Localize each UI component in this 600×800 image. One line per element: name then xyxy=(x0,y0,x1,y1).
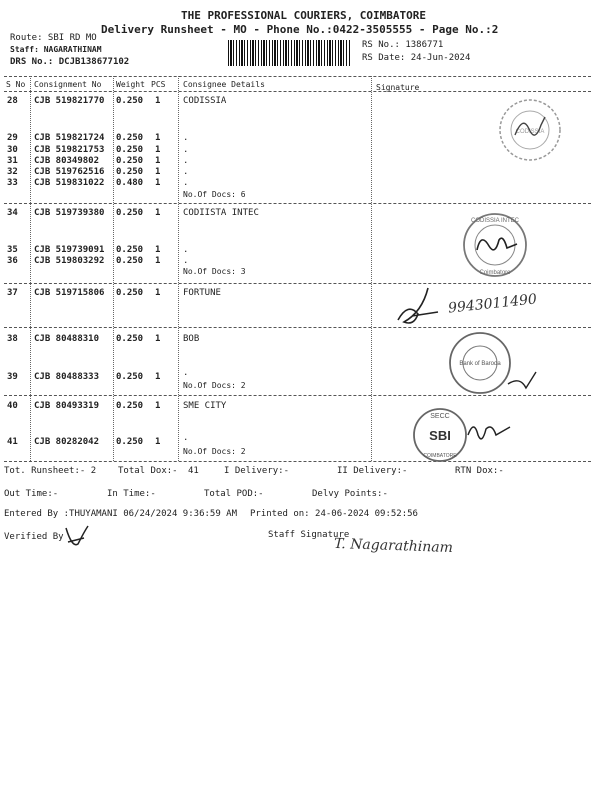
row-pcs: 1 xyxy=(155,208,161,218)
row-weight: 0.250 xyxy=(116,372,144,382)
row-weight: 0.250 xyxy=(116,167,144,177)
row-consignee: . xyxy=(183,433,189,443)
row-weight: 0.250 xyxy=(116,401,144,411)
row-weight: 0.250 xyxy=(116,334,144,344)
row-consignment: CJB 80349802 xyxy=(34,156,100,166)
row-sno: 36 xyxy=(7,256,18,266)
total-dox-value: 41 xyxy=(188,466,199,476)
docs-count: No.Of Docs: 2 xyxy=(183,447,246,456)
row-consignee: BOB xyxy=(183,334,200,344)
row-weight: 0.250 xyxy=(116,288,144,298)
rs-date: RS Date: 24-Jun-2024 xyxy=(362,53,471,63)
row-pcs: 1 xyxy=(155,156,161,166)
company-title: THE PROFESSIONAL COURIERS, COIMBATORE xyxy=(181,9,427,22)
row-pcs: 1 xyxy=(155,401,161,411)
stamp-text: COIMBATORE xyxy=(423,453,457,459)
row-pcs: 1 xyxy=(155,133,161,143)
row-weight: 0.250 xyxy=(116,208,144,218)
verified-by-label: Verified By xyxy=(4,532,64,542)
i-delivery-label: I Delivery:- xyxy=(224,466,290,476)
row-pcs: 1 xyxy=(155,96,161,106)
row-pcs: 1 xyxy=(155,288,161,298)
row-sno: 32 xyxy=(7,167,18,177)
row-consignment: CJB 519762516 xyxy=(34,167,105,177)
drs-label: DRS No.: DCJB138677102 xyxy=(10,57,130,67)
row-consignment: CJB 519831022 xyxy=(34,178,105,188)
row-sno: 34 xyxy=(7,208,18,218)
in-time-label: In Time:- xyxy=(107,489,156,499)
row-pcs: 1 xyxy=(155,372,161,382)
stamp-text: SECC xyxy=(430,413,450,420)
row-pcs: 1 xyxy=(155,256,161,266)
row-consignee: CODISSIA xyxy=(183,96,227,106)
row-weight: 0.250 xyxy=(116,437,144,447)
col-header-pcs: PCS xyxy=(151,80,166,89)
row-pcs: 1 xyxy=(155,437,161,447)
col-header-consignee: Consignee Details xyxy=(183,80,265,89)
row-sno: 29 xyxy=(7,133,18,143)
barcode-image xyxy=(228,40,350,66)
row-weight: 0.480 xyxy=(116,178,144,188)
row-consignee: . xyxy=(183,245,189,255)
docs-count: No.Of Docs: 6 xyxy=(183,190,246,199)
row-weight: 0.250 xyxy=(116,96,144,106)
row-consignee: . xyxy=(183,256,189,266)
total-dox-label: Total Dox:- xyxy=(118,466,178,476)
row-sno: 39 xyxy=(7,372,18,382)
receiver-signature-1 xyxy=(485,95,575,165)
row-consignment: CJB 80488333 xyxy=(34,372,100,382)
sbi-stamp xyxy=(410,405,530,465)
row-sno: 35 xyxy=(7,245,18,255)
row-sno: 38 xyxy=(7,334,18,344)
row-weight: 0.250 xyxy=(116,156,144,166)
stamp-text: SBI xyxy=(429,428,451,443)
row-consignment: CJB 80493319 xyxy=(34,401,100,411)
docs-count: No.Of Docs: 3 xyxy=(183,267,246,276)
row-consignee: . xyxy=(183,145,189,155)
row-sno: 37 xyxy=(7,288,18,298)
printed-on: Printed on: 24-06-2024 09:52:56 xyxy=(250,509,418,519)
stamp-text: Bank of Baroda xyxy=(459,361,501,367)
entered-by: Entered By :THUYAMANI 06/24/2024 9:36:59 AM xyxy=(4,509,237,519)
row-pcs: 1 xyxy=(155,334,161,344)
row-sno: 41 xyxy=(7,437,18,447)
col-divider xyxy=(113,76,114,461)
row-consignee: FORTUNE xyxy=(183,288,221,298)
stamp-text: Coimbatore xyxy=(479,270,511,276)
row-sno: 30 xyxy=(7,145,18,155)
col-divider xyxy=(178,76,179,461)
table-top-rule xyxy=(4,76,591,77)
bank-stamp xyxy=(440,328,540,398)
docs-count: No.Of Docs: 2 xyxy=(183,381,246,390)
route-label: Route: SBI RD MO xyxy=(10,33,97,43)
table-header-rule xyxy=(4,91,591,92)
row-consignment: CJB 519803292 xyxy=(34,256,105,266)
row-consignment: CJB 80282042 xyxy=(34,437,100,447)
col-divider xyxy=(30,76,31,461)
row-consignee: . xyxy=(183,156,189,166)
handwritten-phone: 9943011490 xyxy=(447,291,538,317)
stamp-text: CODISSIA INTEC xyxy=(470,218,520,224)
col-header-weight: Weight xyxy=(116,80,145,89)
receiver-stamp-2 xyxy=(455,210,535,280)
row-weight: 0.250 xyxy=(116,145,144,155)
row-sno: 33 xyxy=(7,178,18,188)
row-consignee: . xyxy=(183,368,189,378)
row-sno: 40 xyxy=(7,401,18,411)
col-divider xyxy=(371,76,372,461)
total-runsheet: Tot. Runsheet:- 2 xyxy=(4,466,97,476)
stamp-text: CODISSIA xyxy=(515,129,545,135)
row-consignment: CJB 519821770 xyxy=(34,96,105,106)
row-pcs: 1 xyxy=(155,167,161,177)
col-header-consignment: Consignment No xyxy=(34,80,102,89)
rs-number: RS No.: 1386771 xyxy=(362,40,444,50)
group-divider xyxy=(4,203,591,204)
row-consignment: CJB 519821753 xyxy=(34,145,105,155)
staff-label: Staff: NAGARATHINAM xyxy=(10,45,102,54)
row-sno: 28 xyxy=(7,96,18,106)
row-sno: 31 xyxy=(7,156,18,166)
col-header-sno: S No xyxy=(6,80,26,89)
rtn-dox-label: RTN Dox:- xyxy=(455,466,504,476)
staff-handwritten-signature: T. Nagarathinam xyxy=(333,535,454,557)
out-time-label: Out Time:- xyxy=(4,489,59,499)
row-pcs: 1 xyxy=(155,145,161,155)
staff-signature-label: Staff Signature xyxy=(268,530,350,540)
col-header-signature: Signature xyxy=(376,83,420,92)
row-consignment: CJB 519821724 xyxy=(34,133,105,143)
row-consignee: SME CITY xyxy=(183,401,227,411)
verifier-signature xyxy=(62,522,92,552)
row-consignment: CJB 80488310 xyxy=(34,334,100,344)
row-consignment: CJB 519739380 xyxy=(34,208,105,218)
row-consignee: . xyxy=(183,167,189,177)
row-consignment: CJB 519715806 xyxy=(34,288,105,298)
row-consignee: . xyxy=(183,133,189,143)
row-weight: 0.250 xyxy=(116,245,144,255)
row-pcs: 1 xyxy=(155,245,161,255)
total-pod-label: Total POD:- xyxy=(204,489,264,499)
row-consignee: CODIISTA INTEC xyxy=(183,208,259,218)
ii-delivery-label: II Delivery:- xyxy=(337,466,408,476)
row-consignment: CJB 519739091 xyxy=(34,245,105,255)
runsheet-title: Delivery Runsheet - MO - Phone No.:0422-3505555 - Page No.:2 xyxy=(101,23,499,36)
row-pcs: 1 xyxy=(155,178,161,188)
group-divider xyxy=(4,283,591,284)
delvy-points-label: Delvy Points:- xyxy=(312,489,388,499)
row-weight: 0.250 xyxy=(116,256,144,266)
row-consignee: . xyxy=(183,178,189,188)
row-weight: 0.250 xyxy=(116,133,144,143)
